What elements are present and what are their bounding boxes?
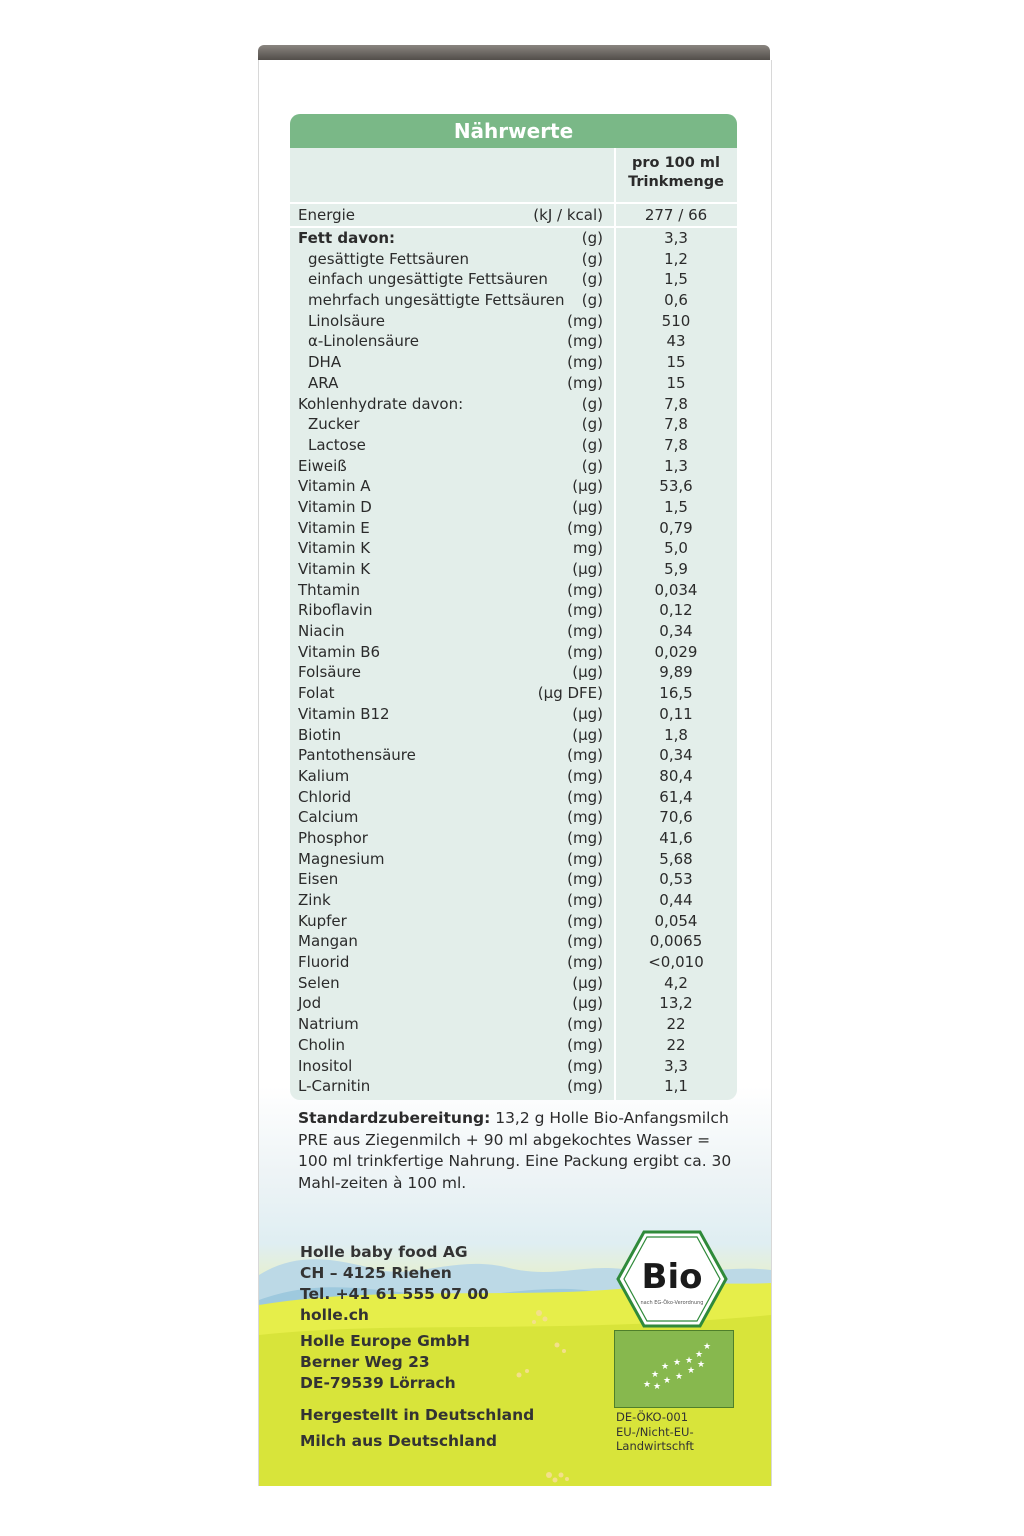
nutrient-name: Folsäure <box>298 663 362 682</box>
nutrient-row <box>290 518 737 539</box>
svg-text:★: ★ <box>643 1380 652 1390</box>
nutrient-unit: (mg) <box>567 332 603 351</box>
svg-text:★: ★ <box>685 1356 694 1366</box>
nutrient-unit: (mg) <box>567 622 603 641</box>
nutrient-unit: (mg) <box>567 1056 603 1075</box>
nutrient-row <box>290 787 737 808</box>
nutrient-value: 1,3 <box>664 456 688 475</box>
nutrient-name: L-Carnitin <box>298 1077 371 1096</box>
nutrient-name: α-Linolensäure <box>308 332 419 351</box>
nutrient-value: 3,3 <box>664 1056 688 1075</box>
nutrient-value: 22 <box>666 1035 686 1054</box>
nutrient-unit: (µg) <box>572 973 603 992</box>
nutrient-name: Magnesium <box>298 849 385 868</box>
nutrient-value: 1,8 <box>664 725 688 744</box>
nutrient-row <box>290 456 737 477</box>
nutrient-row <box>290 1076 737 1097</box>
nutrition-table <box>290 114 737 1100</box>
nutrient-row <box>290 642 737 663</box>
nutrient-row <box>290 662 737 683</box>
nutrient-row <box>290 993 737 1014</box>
nutrient-unit: (µg) <box>572 663 603 682</box>
nutrient-unit: (mg) <box>567 642 603 661</box>
nutrient-name: Niacin <box>298 622 345 641</box>
nutrient-row <box>290 249 737 270</box>
nutrient-unit: (µg DFE) <box>537 684 603 703</box>
nutrient-unit: (mg) <box>567 518 603 537</box>
nutrient-name: ARA <box>308 373 339 392</box>
svg-text:★: ★ <box>703 1342 712 1352</box>
nutrient-name: DHA <box>308 353 342 372</box>
svg-text:★: ★ <box>663 1376 672 1386</box>
nutrient-value: 1,2 <box>664 249 688 268</box>
nutrient-unit: (g) <box>581 415 603 434</box>
nutrient-unit: (mg) <box>567 353 603 372</box>
nutrient-unit: (mg) <box>567 932 603 951</box>
nutrient-row <box>290 559 737 580</box>
address-line: Holle baby food AG <box>300 1243 468 1261</box>
nutrient-value: 0,79 <box>659 518 693 537</box>
nutrient-unit: (mg) <box>567 787 603 806</box>
nutrient-name: Eiweiß <box>298 456 347 475</box>
nutrient-unit: (mg) <box>567 828 603 847</box>
svg-text:★: ★ <box>695 1350 704 1360</box>
nutrient-value: 22 <box>666 1015 686 1034</box>
nutrient-name: Eisen <box>298 870 339 889</box>
nutrient-rows <box>290 228 737 1097</box>
nutrient-name: Vitamin A <box>298 477 371 496</box>
svg-text:★: ★ <box>661 1362 670 1372</box>
nutrient-name: Jod <box>298 994 322 1013</box>
nutrient-unit: (mg) <box>567 311 603 330</box>
svg-text:★: ★ <box>651 1370 660 1380</box>
nutrient-unit: (mg) <box>567 580 603 599</box>
eu-organic-logo <box>614 1330 734 1408</box>
nutrient-name: Lactose <box>308 435 366 454</box>
nutrient-value: 5,68 <box>659 849 693 868</box>
nutrient-unit: (g) <box>581 456 603 475</box>
nutrient-row <box>290 352 737 373</box>
nutrient-value: 0,029 <box>654 642 698 661</box>
nutrient-value: 0,6 <box>664 291 688 310</box>
nutrient-value: 15 <box>666 373 686 392</box>
nutrient-value: 0,034 <box>654 580 698 599</box>
nutrient-name: Natrium <box>298 1015 359 1034</box>
nutrient-unit: (µg) <box>572 497 603 516</box>
nutrient-unit: (mg) <box>567 601 603 620</box>
nutrient-unit: (mg) <box>567 746 603 765</box>
nutrient-row <box>290 538 737 559</box>
svg-text:★: ★ <box>675 1372 684 1382</box>
nutrient-row <box>290 621 737 642</box>
nutrient-name: Cholin <box>298 1035 345 1054</box>
nutrient-unit: (mg) <box>567 1077 603 1096</box>
address-line: CH – 4125 Riehen <box>300 1264 452 1282</box>
nutrient-name: Fluorid <box>298 953 350 972</box>
address-line: DE-79539 Lörrach <box>300 1374 456 1392</box>
nutrient-row <box>290 600 737 621</box>
nutrient-value: 0,44 <box>659 891 693 909</box>
preparation-text <box>298 1108 738 1194</box>
origin-line: Hergestellt in Deutschland <box>300 1406 535 1424</box>
nutrient-unit: (µg) <box>572 994 603 1013</box>
nutrient-unit: (mg) <box>567 953 603 972</box>
nutrient-value: 41,6 <box>659 828 693 847</box>
nutrient-row <box>290 497 737 518</box>
nutrient-name: Vitamin B6 <box>298 642 381 661</box>
svg-text:★: ★ <box>697 1360 706 1370</box>
bio-seal-subtext: nach EG-Öko-Verordnung <box>640 1300 704 1306</box>
nutrient-unit: (µg) <box>572 704 603 723</box>
nutrient-name: Biotin <box>298 725 342 744</box>
nutrient-value: 0,34 <box>659 746 693 765</box>
nutrient-row <box>290 766 737 787</box>
nutrient-row <box>290 911 737 932</box>
nutrient-row <box>290 931 737 952</box>
nutrient-name: Vitamin D <box>298 497 372 516</box>
nutrient-name: Thtamin <box>298 580 361 599</box>
nutrient-row <box>290 828 737 849</box>
nutrient-value: 0,12 <box>659 601 693 620</box>
address-ch <box>300 1242 489 1326</box>
svg-text:★: ★ <box>673 1358 682 1368</box>
eu-leaf-stars-icon <box>615 1331 733 1407</box>
nutrient-row <box>290 849 737 870</box>
nutrient-unit: mg) <box>573 539 603 558</box>
nutrient-name: Kalium <box>298 766 350 785</box>
nutrient-row <box>290 683 737 704</box>
nutrient-value: 43 <box>666 332 686 351</box>
nutrient-row <box>290 580 737 601</box>
nutrient-unit: (mg) <box>567 911 603 930</box>
svg-text:★: ★ <box>687 1366 696 1376</box>
nutrient-row <box>290 807 737 828</box>
nutrient-row <box>290 414 737 435</box>
nutrient-name: Mangan <box>298 932 358 951</box>
column-header-row <box>290 148 737 204</box>
nutrient-row <box>290 1035 737 1056</box>
nutrient-value: 80,4 <box>659 766 693 785</box>
nutrient-value: 1,1 <box>664 1077 688 1096</box>
nutrient-value: <0,010 <box>648 953 704 972</box>
nutrition-table-title: Nährwerte <box>290 114 737 148</box>
nutrient-name: einfach ungesättigte Fettsäuren <box>308 270 548 289</box>
nutrient-row <box>290 331 737 352</box>
nutrient-value: 13,2 <box>659 994 693 1013</box>
energy-label: Energie <box>298 206 356 224</box>
nutrient-value: 5,0 <box>664 539 688 558</box>
nutrient-row <box>290 311 737 332</box>
origin-text <box>300 1402 534 1454</box>
nutrient-row <box>290 725 737 746</box>
energy-unit: (kJ / kcal) <box>533 206 603 224</box>
preparation-body: 13,2 g Holle Bio-Anfangsmilch PRE aus Ziegenmilch + 90 ml abgekochtes Wasser = 100 ml trinkfertige Nahrung. Eine Packung ergibt ca. 30 Mahl-zeiten à 100 ml. <box>298 1109 732 1192</box>
nutrient-unit: (mg) <box>567 849 603 868</box>
nutrient-name: Zink <box>298 891 331 909</box>
nutrient-value: 7,8 <box>664 435 688 454</box>
nutrient-unit: (g) <box>581 435 603 454</box>
nutrient-row <box>290 952 737 973</box>
address-line: Holle Europe GmbH <box>300 1332 471 1350</box>
origin-line: Milch aus Deutschland <box>300 1432 497 1450</box>
eu-code-line: DE-ÖKO-001 <box>616 1410 689 1424</box>
eu-code-text <box>616 1410 694 1454</box>
nutrient-value: 53,6 <box>659 477 693 496</box>
nutrient-row <box>290 1056 737 1077</box>
address-de <box>300 1331 470 1394</box>
nutrient-value: 7,8 <box>664 415 688 434</box>
nutrient-unit: (g) <box>581 291 603 310</box>
nutrient-unit: (mg) <box>567 766 603 785</box>
nutrient-row <box>290 1014 737 1035</box>
nutrient-name: Linolsäure <box>308 311 385 330</box>
nutrient-name: Folat <box>298 684 335 703</box>
nutrient-row <box>290 435 737 456</box>
nutrient-unit: (mg) <box>567 870 603 889</box>
nutrient-value: 0,11 <box>659 704 693 723</box>
nutrient-row <box>290 890 737 911</box>
nutrient-row <box>290 476 737 497</box>
nutrient-unit: (µg) <box>572 477 603 496</box>
nutrient-name: Vitamin E <box>298 518 370 537</box>
nutrient-unit: (mg) <box>567 1035 603 1054</box>
nutrient-value: 4,2 <box>664 973 688 992</box>
nutrient-value: 1,5 <box>664 497 688 516</box>
nutrient-value: 5,9 <box>664 560 688 578</box>
bio-seal-icon <box>616 1230 728 1328</box>
nutrient-row <box>290 869 737 890</box>
address-line: Berner Weg 23 <box>300 1353 430 1371</box>
nutrient-value: 0,054 <box>654 911 698 930</box>
nutrient-unit: (g) <box>581 249 603 268</box>
nutrient-name: Fett davon: <box>298 229 395 247</box>
address-line: Tel. +41 61 555 07 00 <box>300 1285 489 1303</box>
svg-text:★: ★ <box>653 1382 662 1392</box>
nutrient-name: Selen <box>298 973 340 992</box>
eu-code-line: Landwirtschft <box>616 1439 694 1453</box>
nutrient-name: Riboflavin <box>298 601 373 620</box>
nutrient-row <box>290 745 737 766</box>
nutrient-unit: (mg) <box>567 891 603 909</box>
nutrient-value: 70,6 <box>659 808 693 827</box>
eu-code-line: EU-/Nicht-EU- <box>616 1424 694 1439</box>
nutrient-value: 0,0065 <box>649 932 703 951</box>
nutrient-value: 0,53 <box>659 870 693 889</box>
nutrient-row <box>290 704 737 725</box>
nutrient-value: 7,8 <box>664 394 688 413</box>
nutrient-name: Pantothensäure <box>298 746 416 765</box>
column-header-label: pro 100 ml Trinkmenge <box>628 155 724 190</box>
nutrient-row <box>290 228 737 249</box>
nutrient-unit: (µg) <box>572 725 603 744</box>
nutrient-value: 510 <box>661 311 691 330</box>
nutrient-name: Chlorid <box>298 787 352 806</box>
nutrient-row <box>290 373 737 394</box>
nutrient-unit: (mg) <box>567 1015 603 1034</box>
nutrient-unit: (mg) <box>567 373 603 392</box>
nutrient-name: Vitamin K <box>298 539 371 558</box>
nutrient-value: 3,3 <box>664 229 688 247</box>
nutrient-value: 16,5 <box>659 684 693 703</box>
nutrient-name: Zucker <box>308 415 360 434</box>
nutrient-name: gesättigte Fettsäuren <box>308 249 469 268</box>
preparation-label: Standardzubereitung: <box>298 1109 491 1127</box>
column-divider <box>614 148 616 1100</box>
energy-row <box>290 204 737 228</box>
nutrient-name: mehrfach ungesättigte Fettsäuren <box>308 291 565 310</box>
nutrient-name: Phosphor <box>298 828 368 847</box>
nutrient-unit: (mg) <box>567 808 603 827</box>
nutrient-value: 1,5 <box>664 270 688 289</box>
nutrient-unit: (g) <box>581 270 603 289</box>
nutrient-value: 0,34 <box>659 622 693 641</box>
nutrient-unit: (g) <box>581 394 603 413</box>
nutrient-name: Kupfer <box>298 911 347 930</box>
nutrient-row <box>290 394 737 415</box>
nutrient-value: 15 <box>666 353 686 372</box>
nutrient-row <box>290 269 737 290</box>
nutrient-row <box>290 290 737 311</box>
bio-seal-text: Bio <box>641 1257 703 1297</box>
nutrient-unit: (g) <box>581 229 603 247</box>
nutrient-name: Inositol <box>298 1056 353 1075</box>
nutrient-unit: (µg) <box>572 560 603 578</box>
address-line: holle.ch <box>300 1306 369 1324</box>
nutrient-row <box>290 973 737 994</box>
nutrient-name: Calcium <box>298 808 359 827</box>
nutrient-name: Vitamin K <box>298 560 371 578</box>
energy-value: 277 / 66 <box>644 206 708 224</box>
nutrient-value: 9,89 <box>659 663 693 682</box>
nutrient-name: Kohlenhydrate davon: <box>298 394 464 413</box>
nutrient-value: 61,4 <box>659 787 693 806</box>
nutrient-name: Vitamin B12 <box>298 704 390 723</box>
